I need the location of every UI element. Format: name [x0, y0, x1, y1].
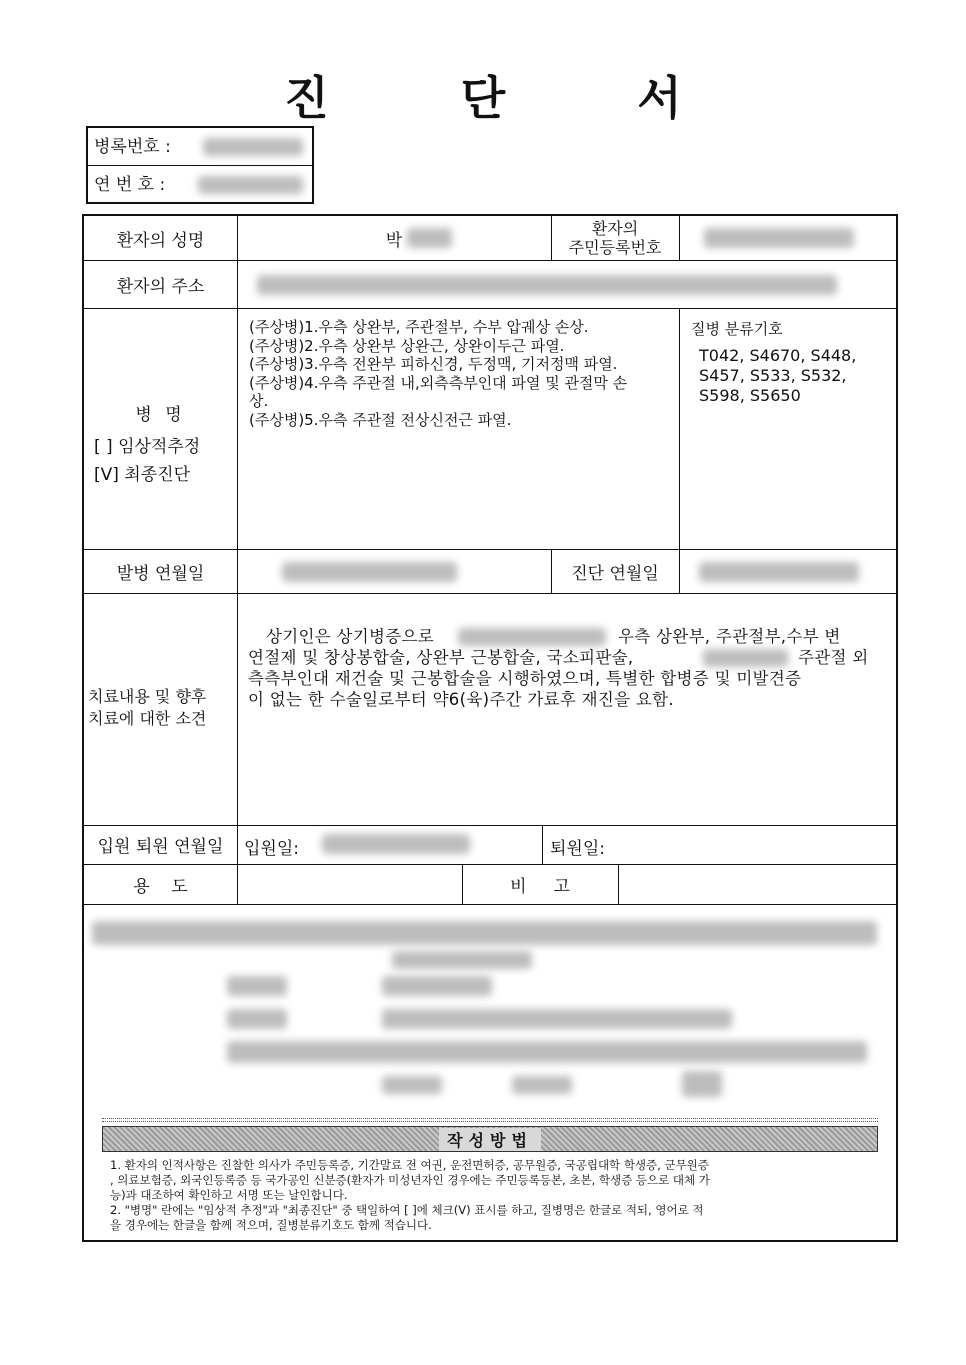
onset-date-value [237, 549, 551, 593]
redacted-onset-date [282, 562, 457, 582]
resident-id-label-line1: 환자의 [591, 219, 639, 238]
diagnosis-label: 병 명 [135, 405, 186, 425]
writing-guide-title: 작성방법 [439, 1128, 541, 1151]
diagnosis-list [249, 318, 679, 429]
patient-name-label: 환자의 성명 [116, 230, 205, 251]
writing-guide-header [102, 1126, 878, 1152]
resident-id-label-line2: 주민등록번호 [568, 238, 662, 257]
opinion-line1-a: 상기인은 상기병증으로 [266, 627, 434, 646]
diagnosis-line: (주상병)2.우측 상완부 상완근, 상완이두근 파열. [249, 336, 565, 355]
treatment-opinion-label-line2: 치료에 대한 소견 [88, 709, 207, 728]
resident-id-value [679, 216, 896, 260]
redacted-patient-name [407, 228, 452, 248]
disease-code-label: 질병 분류기호 [691, 320, 783, 338]
redacted-injury-date [458, 628, 606, 646]
diagnosis-date-value [679, 549, 896, 593]
opinion-line2-b: 주관절 외 [798, 648, 869, 667]
redacted-resident-id [704, 228, 854, 248]
serial-number-row [88, 166, 312, 204]
opinion-line4: 이 없는 한 수술일로부터 약6(육)주간 가료후 재진을 요함. [248, 690, 674, 709]
treatment-opinion-label-line1: 치료내용 및 향후 [88, 687, 207, 706]
diagnosis-label-cell [84, 308, 237, 549]
section-divider [102, 1118, 878, 1122]
clinical-estimate-option: [ ] 임상적추정 [94, 437, 201, 457]
serial-number-label: 연 번 호 : [94, 175, 166, 195]
resident-id-label [551, 216, 679, 260]
admission-date-field [244, 834, 534, 859]
diagnosis-line: (주상병)3.우측 전완부 피하신경, 두정맥, 기저정맥 파열. [249, 355, 618, 373]
treatment-opinion-text [248, 626, 896, 710]
diagnosis-date-label: 진단 연월일 [571, 563, 659, 584]
redacted-admission-date [322, 834, 470, 854]
treatment-opinion-label [88, 686, 238, 730]
admission-date-label: 입원일: [244, 839, 299, 859]
guide-line: 능)과 대조하여 확인하고 서명 또는 날인합니다. [110, 1188, 348, 1202]
final-diagnosis-option: [V] 최종진단 [94, 465, 190, 485]
discharge-date-label: 퇴원일: [550, 839, 605, 859]
disease-code-line: S598, S5650 [699, 386, 801, 405]
registration-box [86, 126, 314, 204]
disease-code-line: T042, S4670, S448, [699, 346, 857, 365]
redacted-address [257, 275, 837, 295]
document-title: 진 단 서 [284, 71, 740, 125]
diagnosis-line: (주상병)1.우측 상완부, 주관절부, 수부 압궤상 손상. [249, 318, 589, 336]
usage-label: 용 도 [133, 876, 188, 897]
diagnosis-line: (주상병)5.우측 주관절 전상신전근 파열. [249, 410, 512, 429]
patient-name-value [237, 216, 551, 260]
diagnosis-line: (주상병)4.우측 주관절 내,외측측부인대 파열 및 관절막 손 [249, 373, 628, 392]
guide-line: 을 경우에는 한글을 함께 적으며, 질병분류기호도 함께 적습니다. [110, 1218, 432, 1232]
redacted-diagnosis-date [699, 562, 859, 582]
disease-code-list [699, 346, 894, 406]
onset-date-label: 발병 연월일 [116, 563, 205, 584]
diagnosis-line: 상. [249, 392, 269, 410]
redacted-procedure [703, 649, 788, 667]
certificate-form [82, 214, 898, 1242]
record-number-label: 병록번호 : [94, 137, 171, 157]
opinion-line2-a: 연절제 및 창상봉합술, 상완부 근봉합술, 국소피판술, [248, 648, 634, 667]
disease-code-line: S457, S533, S532, [699, 366, 847, 385]
patient-address-value [237, 260, 896, 308]
opinion-line1-b: 우측 상완부, 주관절부,수부 변 [618, 627, 841, 646]
admission-discharge-label: 입원 퇴원 연월일 [97, 837, 224, 857]
guide-line: 1. 환자의 인적사항은 진찰한 의사가 주민등록증, 기간말료 전 여권, 운전면허증, 공무원증, 국공립대학 학생증, 군무원증 [110, 1158, 709, 1172]
guide-line: 2. "병명" 란에는 "임상적 추정"과 "최종진단" 중 택일하여 [ ]에 체크(V) 표시를 하고, 질병명은 한글로 적되, 영어로 적 [110, 1203, 704, 1217]
writing-guide-text [110, 1158, 882, 1233]
guide-line: , 의료보험증, 외국인등록증 등 국가공인 신분증(환자가 미성년자인 경우에는 주민등록등본, 초본, 학생증 등으로 대체 가 [110, 1173, 710, 1187]
opinion-line3: 측측부인대 재건술 및 근봉합술을 시행하였으며, 특별한 합병증 및 미발견증 [248, 669, 802, 688]
remarks-label: 비 고 [510, 876, 570, 897]
record-number-row [88, 128, 312, 166]
redacted-record-number [203, 138, 303, 156]
patient-name-text: 박 [385, 230, 403, 251]
redacted-hospital-signature-block [92, 911, 888, 1116]
patient-address-label: 환자의 주소 [116, 276, 205, 297]
redacted-serial-number [198, 176, 303, 194]
